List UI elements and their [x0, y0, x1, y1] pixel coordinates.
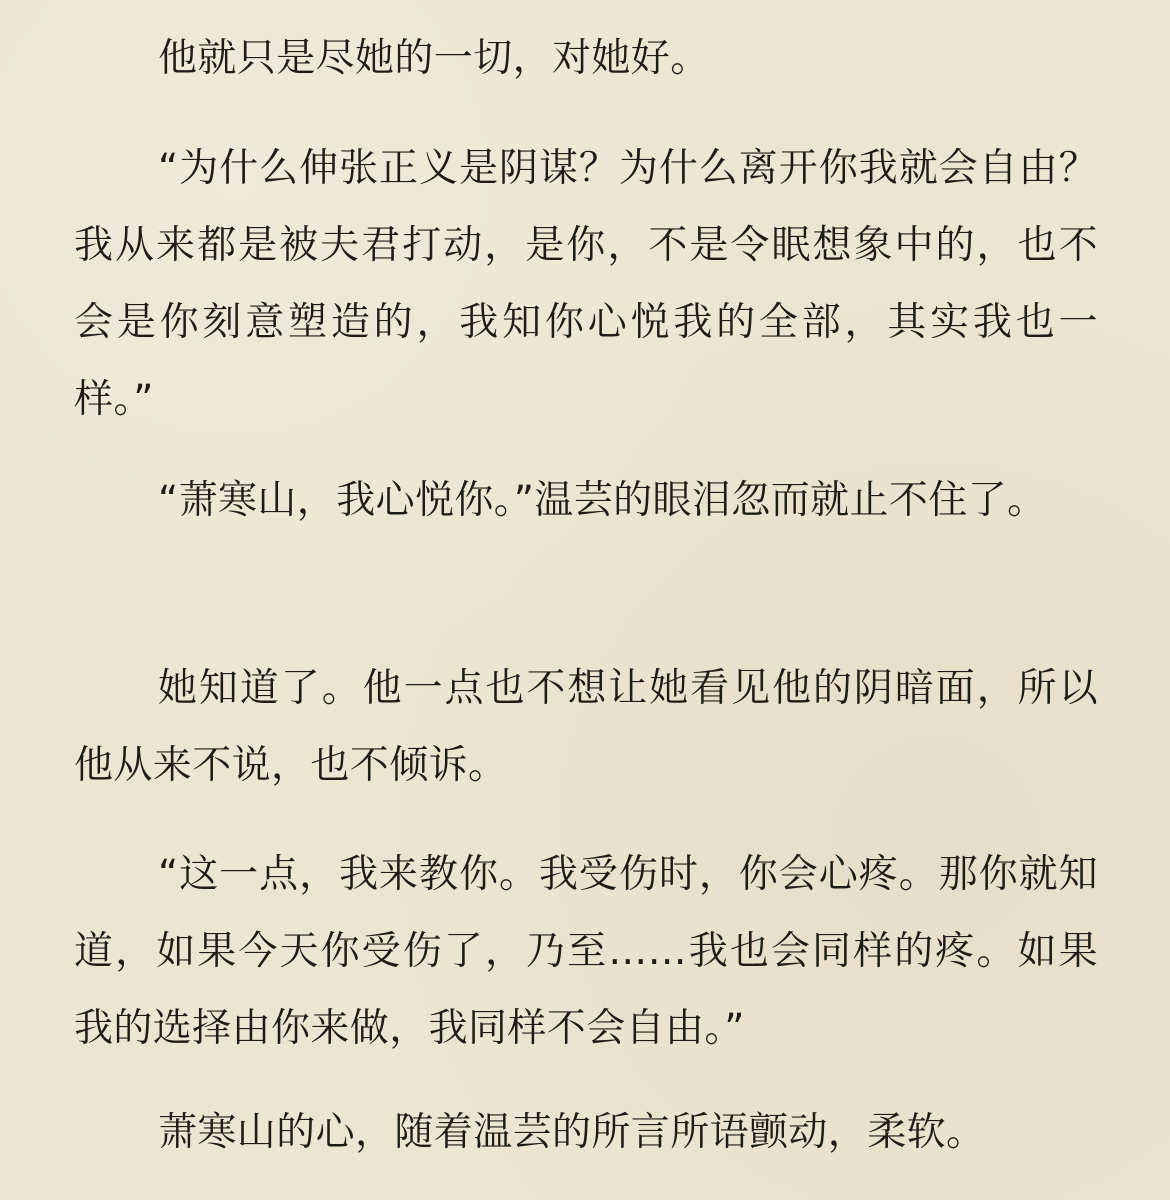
paragraph-3: “萧寒山，我心悦你。”温芸的眼泪忽而就止不住了。 — [158, 478, 1047, 523]
paragraph-1: 他就只是尽她的一切，对她好。 — [158, 36, 710, 81]
paragraph-6: 萧寒山的心，随着温芸的所言所语颤动，柔软。 — [158, 1110, 986, 1155]
paragraph-5: “这一点，我来教你。我受伤时，你会心疼。那你就知道，如果今天你受伤了，乃至……我也会同样的疼。如果我的选择由你来做，我同样不会自由。” — [74, 852, 1098, 1051]
paragraph-2: “为什么伸张正义是阴谋？为什么离开你我就会自由？我从来都是被夫君打动，是你，不是令眠想象中的，也不会是你刻意塑造的，我知你心悦我的全部，其实我也一样。” — [74, 146, 1098, 422]
paragraph-4: 她知道了。他一点也不想让她看见他的阴暗面，所以他从来不说，也不倾诉。 — [74, 666, 1098, 788]
